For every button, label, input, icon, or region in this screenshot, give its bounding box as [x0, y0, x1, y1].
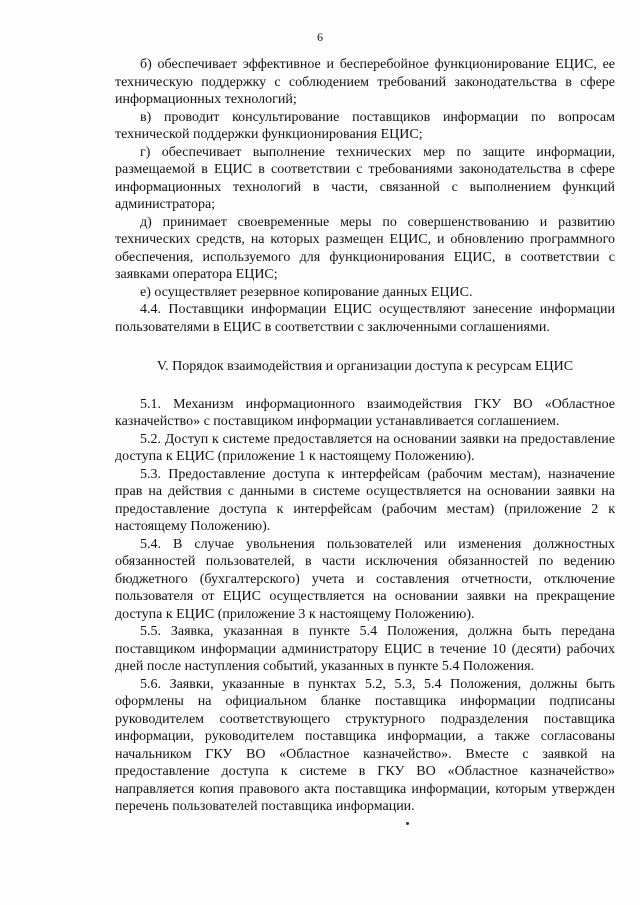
- paragraph-5-3: 5.3. Предоставление доступа к интерфейсам (рабочим местам), назначение прав на действия с данными в системе осуществляется на основании заявки на предоставление доступа к интерфейсам (рабочим местам) (приложение 2 к настоящему Положению).: [115, 466, 615, 534]
- paragraph-4-3-v: в) проводит консультирование поставщиков информации по вопросам технической поддержки функционирования ЕЦИС;: [115, 109, 615, 142]
- document-body: [115, 56, 615, 816]
- paragraph-5-5: 5.5. Заявка, указанная в пункте 5.4 Положения, должна быть передана поставщиком информации администратору ЕЦИС в течение 10 (десяти) рабочих дней после наступления событий, указанных в пункте 5.4 Положения.: [115, 624, 615, 674]
- paragraph-5-2: 5.2. Доступ к системе предоставляется на основании заявки на предоставление доступа к ЕЦИС (приложение 1 к настоящему Положению).: [115, 431, 615, 464]
- page-number: 6: [317, 30, 323, 44]
- paragraph-4-4: 4.4. Поставщики информации ЕЦИС осуществляют занесение информации пользователями в ЕЦИС в соответствии с заключенными соглашениями.: [115, 302, 615, 335]
- scan-speck: [406, 822, 409, 825]
- paragraph-4-3-g: г) обеспечивает выполнение технических мер по защите информации, размещаемой в ЕЦИС в соответствии с требованиями законодательства в сфере информационных технологий в части, связанной с выполнением функций администратора;: [115, 144, 615, 212]
- paragraph-5-6: 5.6. Заявки, указанные в пунктах 5.2, 5.3, 5.4 Положения, должны быть оформлены на официальном бланке поставщика информации подписаны руководителем соответствующего структурного подразделения поставщика информации, руководителем поставщика информации, а также согласованы начальником ГКУ ВО «Областное казначейство». Вместе с заявкой на предоставление доступа к системе в ГКУ ВО «Областное казначейство» направляется копия правового акта поставщика информации, которым утвержден перечень пользователей поставщика информации.: [115, 676, 615, 814]
- paragraph-5-4: 5.4. В случае увольнения пользователей или изменения должностных обязанностей пользователей, в части исключения обязанностей по ведению бюджетного (бухгалтерского) учета и составления отчетности, отключение пользователя от ЕЦИС осуществляется на основании заявки на прекращение доступа к ЕЦИС (приложение 3 к настоящему Положению).: [115, 536, 615, 622]
- paragraph-4-3-e: е) осуществляет резервное копирование данных ЕЦИС.: [140, 284, 473, 300]
- paragraph-4-3-d: д) принимает своевременные меры по совершенствованию и развитию технических средств, на которых размещен ЕЦИС, и обновлению программного обеспечения, используемого для функционирования ЕЦИС, в соответствии с заявками оператора ЕЦИС;: [115, 214, 615, 282]
- paragraph-4-3-b: б) обеспечивает эффективное и бесперебойное функционирование ЕЦИС, ее техническую поддержку с соблюдением требований законодательства в сфере информационных технологий;: [115, 57, 615, 107]
- section-title: V. Порядок взаимодействия и организации доступа к ресурсам ЕЦИС: [156, 359, 574, 374]
- paragraph-5-1: 5.1. Механизм информационного взаимодействия ГКУ ВО «Областное казначейство» с поставщиком информации устанавливается соглашением.: [115, 396, 615, 429]
